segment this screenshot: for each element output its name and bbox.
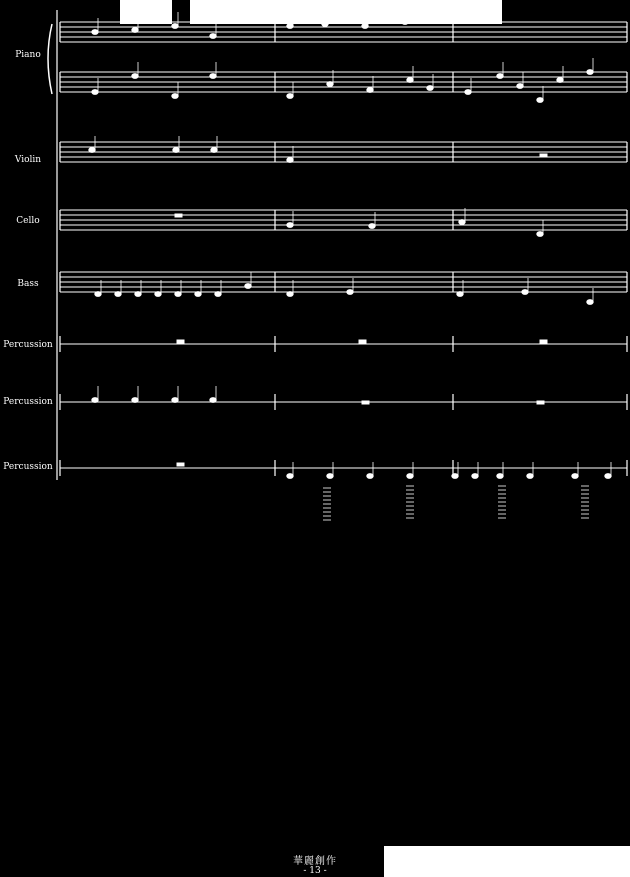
- note-head: [327, 474, 333, 479]
- note-head: [287, 474, 293, 479]
- rest-symbol: [362, 401, 369, 404]
- note-head: [172, 24, 178, 29]
- note-head: [427, 86, 433, 91]
- footer-title: 華麗創作: [293, 856, 337, 867]
- note-head: [407, 78, 413, 83]
- note-head: [89, 148, 95, 153]
- instrument-label-percussion-2: Percussion: [3, 397, 53, 407]
- note-head: [287, 292, 293, 297]
- note-head: [132, 398, 138, 403]
- note-head: [367, 88, 373, 93]
- note-head: [472, 474, 478, 479]
- note-head: [347, 290, 353, 295]
- note-head: [155, 292, 161, 297]
- note-head: [287, 24, 293, 29]
- note-head: [605, 474, 611, 479]
- note-head: [557, 78, 563, 83]
- note-head: [407, 474, 413, 479]
- note-head: [132, 28, 138, 33]
- note-head: [195, 292, 201, 297]
- note-head: [172, 94, 178, 99]
- note-head: [457, 292, 463, 297]
- note-head: [459, 220, 465, 225]
- note-head: [210, 34, 216, 39]
- note-head: [517, 84, 523, 89]
- note-head: [92, 398, 98, 403]
- note-head: [522, 290, 528, 295]
- note-head: [210, 398, 216, 403]
- note-head: [497, 474, 503, 479]
- note-head: [287, 94, 293, 99]
- rest-symbol: [540, 340, 547, 343]
- note-head: [402, 20, 408, 25]
- rest-symbol: [177, 463, 184, 466]
- note-head: [287, 223, 293, 228]
- note-head: [369, 224, 375, 229]
- note-head: [465, 90, 471, 95]
- rest-symbol: [177, 340, 184, 343]
- instrument-label-piano: Piano: [15, 50, 41, 60]
- rest-symbol: [175, 214, 182, 217]
- note-glyphs: [89, 8, 611, 520]
- note-head: [497, 74, 503, 79]
- instrument-label-violin: Violin: [14, 155, 42, 165]
- instrument-label-percussion-3: Percussion: [3, 462, 53, 472]
- page-number: - 13 -: [303, 866, 327, 876]
- instrument-label-percussion-1: Percussion: [3, 340, 53, 350]
- rest-symbol: [540, 154, 547, 157]
- note-head: [92, 30, 98, 35]
- note-head: [92, 90, 98, 95]
- instrument-label-cello: Cello: [16, 216, 40, 226]
- note-head: [452, 474, 458, 479]
- note-head: [215, 292, 221, 297]
- note-head: [322, 22, 328, 27]
- note-head: [537, 98, 543, 103]
- note-head: [245, 284, 251, 289]
- note-head: [587, 300, 593, 305]
- note-head: [537, 232, 543, 237]
- note-head: [175, 292, 181, 297]
- note-head: [587, 70, 593, 75]
- note-head: [327, 82, 333, 87]
- note-head: [135, 292, 141, 297]
- note-head: [367, 474, 373, 479]
- note-head: [572, 474, 578, 479]
- note-head: [132, 74, 138, 79]
- note-head: [211, 148, 217, 153]
- note-head: [172, 398, 178, 403]
- note-head: [115, 292, 121, 297]
- note-head: [95, 292, 101, 297]
- barlines: [48, 10, 627, 480]
- rest-symbol: [359, 340, 366, 343]
- note-head: [210, 74, 216, 79]
- note-head: [362, 24, 368, 29]
- note-head: [527, 474, 533, 479]
- note-head: [287, 158, 293, 163]
- instrument-label-bass: Bass: [17, 279, 39, 289]
- rest-symbol: [537, 401, 544, 404]
- note-head: [173, 148, 179, 153]
